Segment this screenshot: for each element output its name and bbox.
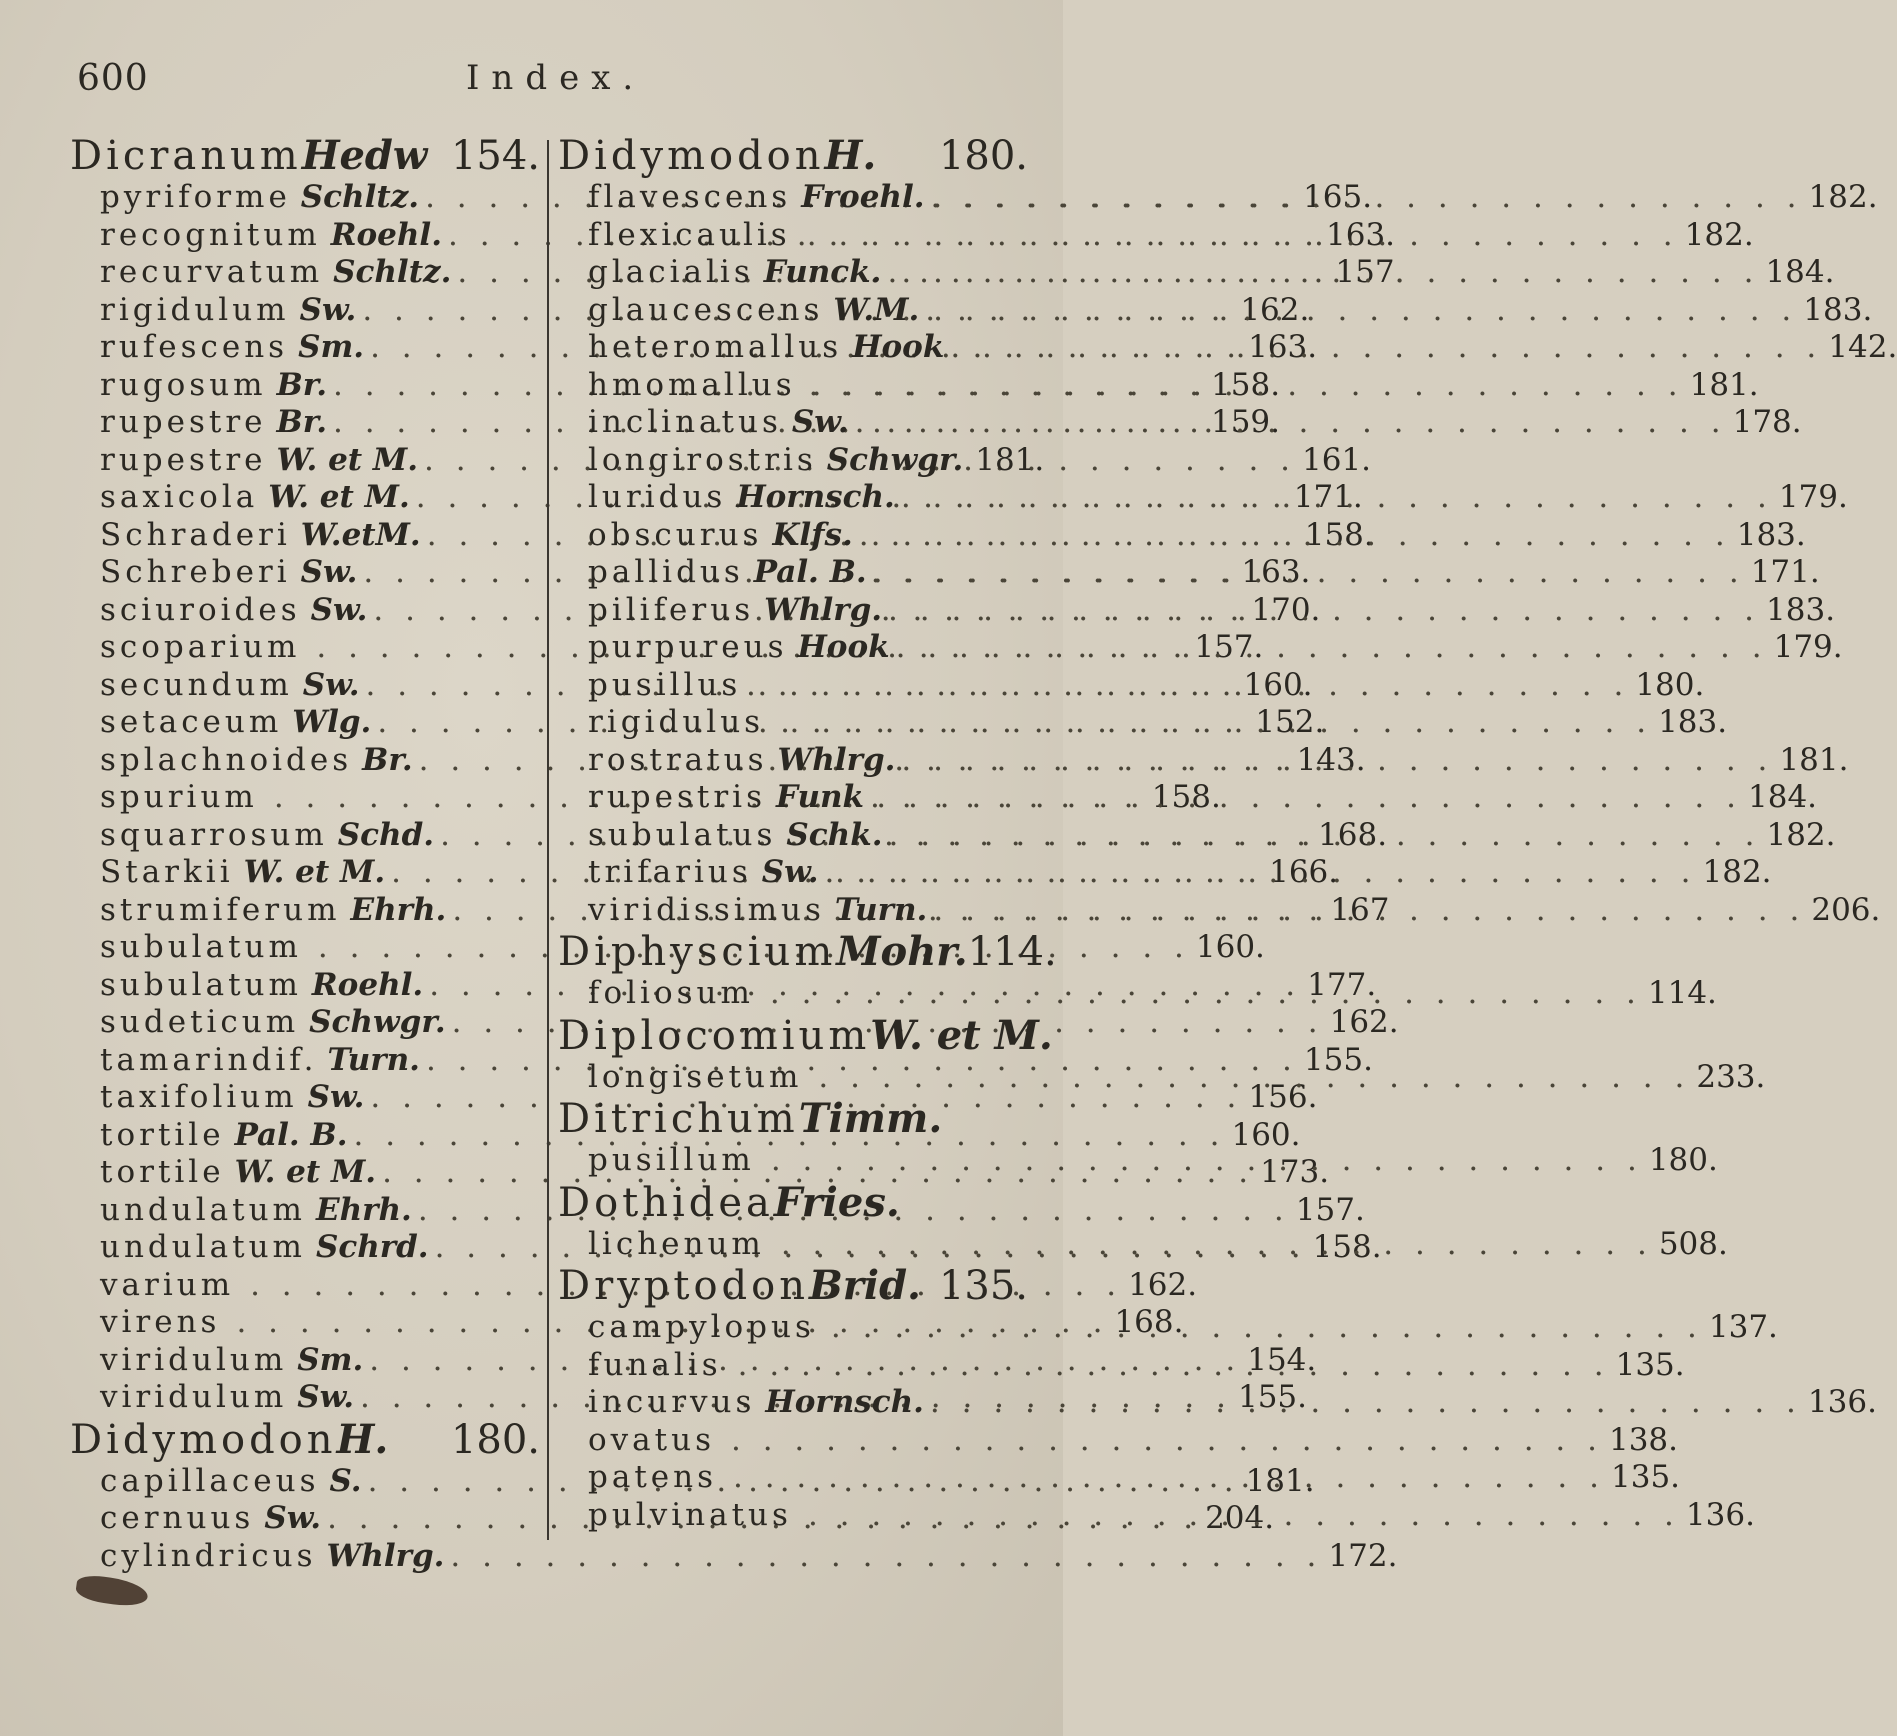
entry-author: Brid. (809, 1262, 921, 1309)
entry-author: Sw. (302, 666, 360, 703)
entry-page: 143. (1296, 741, 1366, 778)
entry-author: Whlrg. (764, 591, 883, 628)
entry-name: glacialis (588, 254, 754, 290)
genus-heading (558, 133, 1028, 179)
dot-leader (901, 742, 1773, 780)
entry-name: spurium (100, 779, 258, 815)
genus-heading (558, 1011, 1053, 1059)
entry-author: W. et M. (268, 479, 410, 515)
dot-leader (807, 217, 1679, 255)
entry-author: Funk (775, 779, 865, 815)
entry-name: tortile (100, 1154, 225, 1190)
entry-name: rugosum (100, 366, 267, 403)
entry-name: sudeticum (100, 1004, 300, 1040)
dot-leader (831, 1309, 1703, 1347)
entry-page: 160. (1231, 1116, 1301, 1153)
entry-page: 171. (1293, 479, 1363, 515)
entry-page: 206. (1811, 891, 1881, 928)
index-entry (558, 1421, 1679, 1460)
entry-page: 181. (1779, 741, 1849, 778)
entry-page: 138. (1608, 1421, 1679, 1458)
entry-page: 184. (1765, 254, 1835, 290)
genus-heading (70, 1417, 540, 1463)
entry-page: 182. (1684, 216, 1754, 253)
entry-name: cylindricus (100, 1537, 317, 1574)
entry-author: Pal. B. (234, 1116, 348, 1153)
entry-page: 171. (1750, 554, 1820, 590)
entry-name: Schreberi (100, 554, 291, 590)
entry-name: incurvus (588, 1384, 756, 1420)
entry-name: ovatus (588, 1421, 715, 1458)
entry-author: H. (336, 1415, 389, 1463)
entry-page: 180. (450, 1416, 540, 1463)
dot-leader (925, 292, 1797, 330)
entry-page: 136. (1807, 1384, 1877, 1420)
entry-name: Diphyscium (558, 929, 837, 975)
entry-author: Pal. B. (753, 554, 867, 590)
dot-leader (780, 704, 1652, 742)
entry-author: Funck. (763, 254, 882, 290)
dot-leader (933, 892, 1805, 930)
entry-page: 158. (1312, 1229, 1382, 1265)
entry-name: rupestre (100, 441, 267, 478)
entry-name: recognitum (100, 216, 321, 253)
entry-author: Sm. (297, 1341, 364, 1378)
entry-page: 158. (1151, 779, 1221, 815)
entry-author: Mohr. (836, 928, 968, 975)
entry-page: 159. (1210, 404, 1281, 440)
entry-page: 137. (1708, 1309, 1778, 1345)
entry-author: W. et M. (870, 1011, 1053, 1059)
entry-page: 163. (1248, 329, 1318, 365)
entry-page: 160. (1195, 929, 1265, 965)
entry-name: sciuroides (100, 591, 301, 628)
entry-name: saxicola (100, 479, 259, 515)
entry-name: rigidulum (100, 291, 290, 328)
entry-page: 162. (1240, 291, 1310, 328)
entry-author: W.etM. (300, 516, 421, 553)
entry-page: 161. (1302, 441, 1372, 478)
entry-author: Schltz. (300, 179, 420, 215)
entry-name: rupestre (100, 404, 267, 440)
entry-page: 179. (1778, 479, 1848, 515)
index-entry (70, 1079, 1318, 1117)
entry-author: Roehl. (330, 216, 443, 253)
entry-name: Dryptodon (558, 1263, 809, 1309)
entry-page: 182. (1766, 816, 1836, 853)
entry-name: piliferus (588, 591, 755, 628)
entry-page: 135. (1615, 1346, 1685, 1383)
entry-name: strumiferum (100, 891, 341, 928)
index-entry (558, 441, 1045, 480)
entry-page: 154. (450, 133, 540, 179)
entry-name: rigidulus (588, 704, 765, 740)
entry-name: campylopus (588, 1309, 815, 1345)
entry-author: W. et M. (243, 854, 386, 890)
entry-page: 135. (1611, 1459, 1681, 1495)
entry-name: subulatus (588, 816, 777, 853)
entry-page: 181. (1245, 1462, 1315, 1499)
entry-page: 233. (1696, 1058, 1766, 1095)
entry-name: Dicranum (70, 133, 302, 179)
entry-name: funalis (588, 1346, 722, 1383)
index-entry (70, 1537, 1398, 1576)
entry-name: cernuus (100, 1500, 255, 1536)
entry-author: Br. (276, 366, 328, 403)
entry-author: W. et M. (276, 441, 419, 478)
entry-author: Froehl. (801, 179, 925, 215)
dot-leader (733, 1459, 1605, 1497)
entry-name: flavescens (588, 179, 792, 215)
entry-name: Ditrichum (558, 1096, 799, 1142)
entry-name: undulatum (100, 1229, 306, 1265)
running-title: Index. (466, 58, 646, 98)
entry-name: Didymodon (558, 133, 825, 179)
entry-name: rostratus (588, 741, 768, 778)
dot-leader (896, 629, 1768, 667)
entry-page: 160. (1243, 666, 1313, 703)
column-divider (547, 140, 549, 1540)
entry-author: W.M. (833, 291, 920, 328)
entry-page: 162. (1329, 1004, 1399, 1040)
entry-page: 154. (1247, 1341, 1317, 1378)
dot-leader (931, 179, 1803, 217)
entry-page: 183. (1736, 516, 1806, 553)
entry-author: Roehl. (311, 966, 424, 1003)
page-number: 600 (77, 58, 149, 99)
entry-name: luridus (588, 479, 727, 515)
entry-page: 168. (1318, 816, 1388, 853)
entry-name: pyriforme (100, 179, 291, 215)
dot-leader (859, 517, 1731, 555)
entry-author: Schwgr. (309, 1004, 446, 1040)
entry-name: longisetum (588, 1058, 803, 1095)
entry-author: Sw. (297, 1379, 354, 1415)
entry-page: 204. (1205, 1500, 1275, 1536)
entry-author: Sw. (264, 1500, 322, 1536)
entry-name: tortile (100, 1116, 225, 1153)
entry-name: secundum (100, 666, 293, 703)
entry-page: 183. (1658, 704, 1728, 740)
entry-name: hmomallus (588, 366, 796, 403)
entry-page: 142. (1828, 329, 1897, 365)
entry-page: 167 (1330, 891, 1390, 928)
entry-page: 183. (1803, 291, 1873, 328)
entry-author: Br. (362, 741, 413, 778)
entry-name: longirostris (588, 441, 817, 478)
dot-leader (757, 667, 1629, 705)
dot-leader (450, 1538, 1322, 1576)
entry-author: Wlg. (292, 704, 372, 740)
entry-author: Schrd. (315, 1229, 429, 1265)
entry-page: 183. (1766, 591, 1836, 628)
ink-blot (75, 1573, 150, 1609)
entry-name: viridulum (100, 1379, 288, 1415)
dot-leader (901, 479, 1773, 517)
entry-name: viridissimus (588, 891, 825, 928)
entry-name: obscurus (588, 516, 763, 553)
entry-name: trifarius (588, 854, 752, 890)
entry-author: Hornsch. (736, 479, 895, 515)
entry-author: Fries. (773, 1178, 900, 1226)
entry-page: 155. (1303, 1041, 1373, 1078)
entry-author: Sw. (300, 554, 358, 590)
dot-leader (731, 1422, 1603, 1460)
entry-author: Sw. (299, 291, 357, 328)
dot-leader (738, 1347, 1610, 1385)
entry-author: Ehrh. (315, 1191, 412, 1228)
entry-page: 155. (1237, 1379, 1308, 1415)
entry-name: Didymodon (70, 1416, 337, 1463)
entry-author: Timm. (798, 1095, 943, 1142)
genus-heading (558, 928, 1057, 975)
dot-leader (812, 367, 1684, 405)
entry-page: 181. (1689, 366, 1759, 403)
entry-name: Starkii (100, 854, 234, 890)
entry-author: Hornsch. (765, 1384, 924, 1420)
dot-leader (855, 404, 1727, 442)
entry-name: patens (588, 1459, 718, 1495)
entry-page: 162. (1128, 1266, 1198, 1303)
entry-page: 179. (1773, 629, 1843, 665)
dot-leader (930, 1384, 1802, 1422)
entry-name: purpureus (588, 629, 788, 665)
entry-author: Hook (797, 629, 890, 665)
entry-author: Sw. (791, 404, 849, 440)
entry-page: 156. (1248, 1079, 1318, 1115)
entry-name: capillaceus (100, 1462, 320, 1499)
entry-name: taxifolium (100, 1079, 298, 1115)
entry-name: Dothidea (558, 1179, 774, 1226)
entry-author: Turn. (834, 891, 928, 928)
entry-author: Schk. (786, 816, 883, 853)
entry-name: pulvinatus (588, 1496, 792, 1533)
entry-page: 182. (1702, 854, 1772, 890)
entry-page: 177. (1307, 966, 1377, 1003)
entry-author: Schd. (337, 816, 435, 853)
page-header (0, 58, 1063, 108)
entry-page: 158. (1304, 516, 1374, 553)
entry-page: 163. (1241, 554, 1311, 590)
entry-page: 157. (1295, 1191, 1365, 1228)
entry-author: Whlrg. (326, 1537, 445, 1574)
genus-heading (558, 1263, 1028, 1309)
entry-page: 173. (1260, 1154, 1330, 1190)
entry-author: S. (329, 1462, 362, 1499)
entry-author: Turn. (327, 1041, 420, 1078)
genus-heading (70, 133, 540, 179)
entry-name: squarrosum (100, 816, 328, 853)
entry-page: 180. (1648, 1142, 1718, 1178)
entry-author: Sm. (298, 329, 365, 365)
entry-name: splachnoides (100, 741, 353, 778)
dot-leader (887, 254, 1759, 292)
dot-leader (770, 975, 1642, 1013)
entry-name: pallidus (588, 554, 744, 590)
entry-author: Schwgr. (826, 441, 964, 478)
entry-page: 157. (1194, 629, 1264, 665)
entry-page: 152. (1255, 704, 1325, 740)
entry-name: recurvatum (100, 254, 324, 290)
entry-name: subulatum (100, 966, 302, 1003)
entry-name: subulatum (100, 929, 302, 965)
entry-page: 168. (1114, 1304, 1184, 1340)
entry-author: Sw. (761, 854, 819, 890)
entry-name: Schraderi (100, 516, 291, 553)
entry-name: undulatum (100, 1191, 306, 1228)
entry-name: heteromallus (588, 329, 843, 365)
entry-name: tamarindif. (100, 1041, 318, 1078)
entry-name: varium (100, 1266, 235, 1303)
entry-author: Whlrg. (777, 741, 896, 778)
entry-name: flexicaulis (588, 216, 791, 253)
entry-page: 166. (1269, 854, 1339, 890)
entry-page: 158. (1211, 366, 1281, 403)
entry-name: lichenum (588, 1225, 765, 1262)
entry-name: foliosum (588, 975, 754, 1011)
dot-leader (771, 1142, 1643, 1180)
dot-leader (870, 779, 1742, 817)
entry-page: 114. (967, 929, 1057, 975)
entry-page: 170. (1251, 591, 1321, 628)
dot-leader (808, 1497, 1680, 1535)
entry-author: Hedw (301, 132, 428, 179)
entry-author: Sw. (307, 1079, 365, 1115)
entry-author: Br. (276, 404, 327, 440)
entry-name: pusillus (588, 666, 742, 703)
entry-page: 157. (1335, 254, 1405, 290)
entry-name: rufescens (100, 329, 289, 365)
entry-name: Diplocomium (558, 1012, 871, 1059)
entry-page: 181. (975, 441, 1045, 478)
dot-leader (889, 817, 1761, 855)
dot-leader (888, 592, 1760, 630)
entry-author: H. (824, 132, 877, 179)
entry-page: 182. (1808, 179, 1878, 215)
entry-name: glaucescens (588, 291, 824, 328)
genus-heading (558, 1096, 1028, 1142)
entry-author: Klfs. (772, 516, 853, 553)
entry-name: scoparium (100, 629, 301, 665)
entry-author: W. et M. (234, 1154, 377, 1190)
entry-name: viridulum (100, 1341, 288, 1378)
entry-page: 163. (1326, 216, 1396, 253)
entry-author: Sw. (310, 591, 368, 628)
entry-page: 508. (1658, 1225, 1728, 1262)
entry-name: setaceum (100, 704, 283, 740)
dot-leader (825, 854, 1697, 892)
entry-name: inclinatus (588, 404, 782, 440)
entry-page: 114. (1647, 975, 1717, 1011)
entry-page: 180. (938, 133, 1028, 179)
entry-page: 172. (1328, 1537, 1398, 1574)
entry-page: 135. (938, 1263, 1028, 1309)
entry-name: virens (100, 1304, 221, 1340)
entry-page: 178. (1732, 404, 1802, 440)
entry-name: pusillum (588, 1142, 755, 1178)
genus-heading (558, 1180, 1028, 1226)
entry-page: 136. (1685, 1496, 1755, 1533)
entry-author: Schltz. (333, 254, 452, 290)
dot-leader (781, 1226, 1653, 1264)
entry-name: rupestris (588, 779, 766, 815)
entry-page: 180. (1635, 666, 1705, 703)
entry-page: 165. (1303, 179, 1373, 215)
entry-page: 184. (1748, 779, 1818, 815)
entry-author: Hook (852, 329, 945, 365)
dot-leader (950, 329, 1822, 367)
entry-author: Ehrh. (350, 891, 447, 928)
dot-leader (873, 554, 1745, 592)
dot-leader (818, 1059, 1690, 1097)
